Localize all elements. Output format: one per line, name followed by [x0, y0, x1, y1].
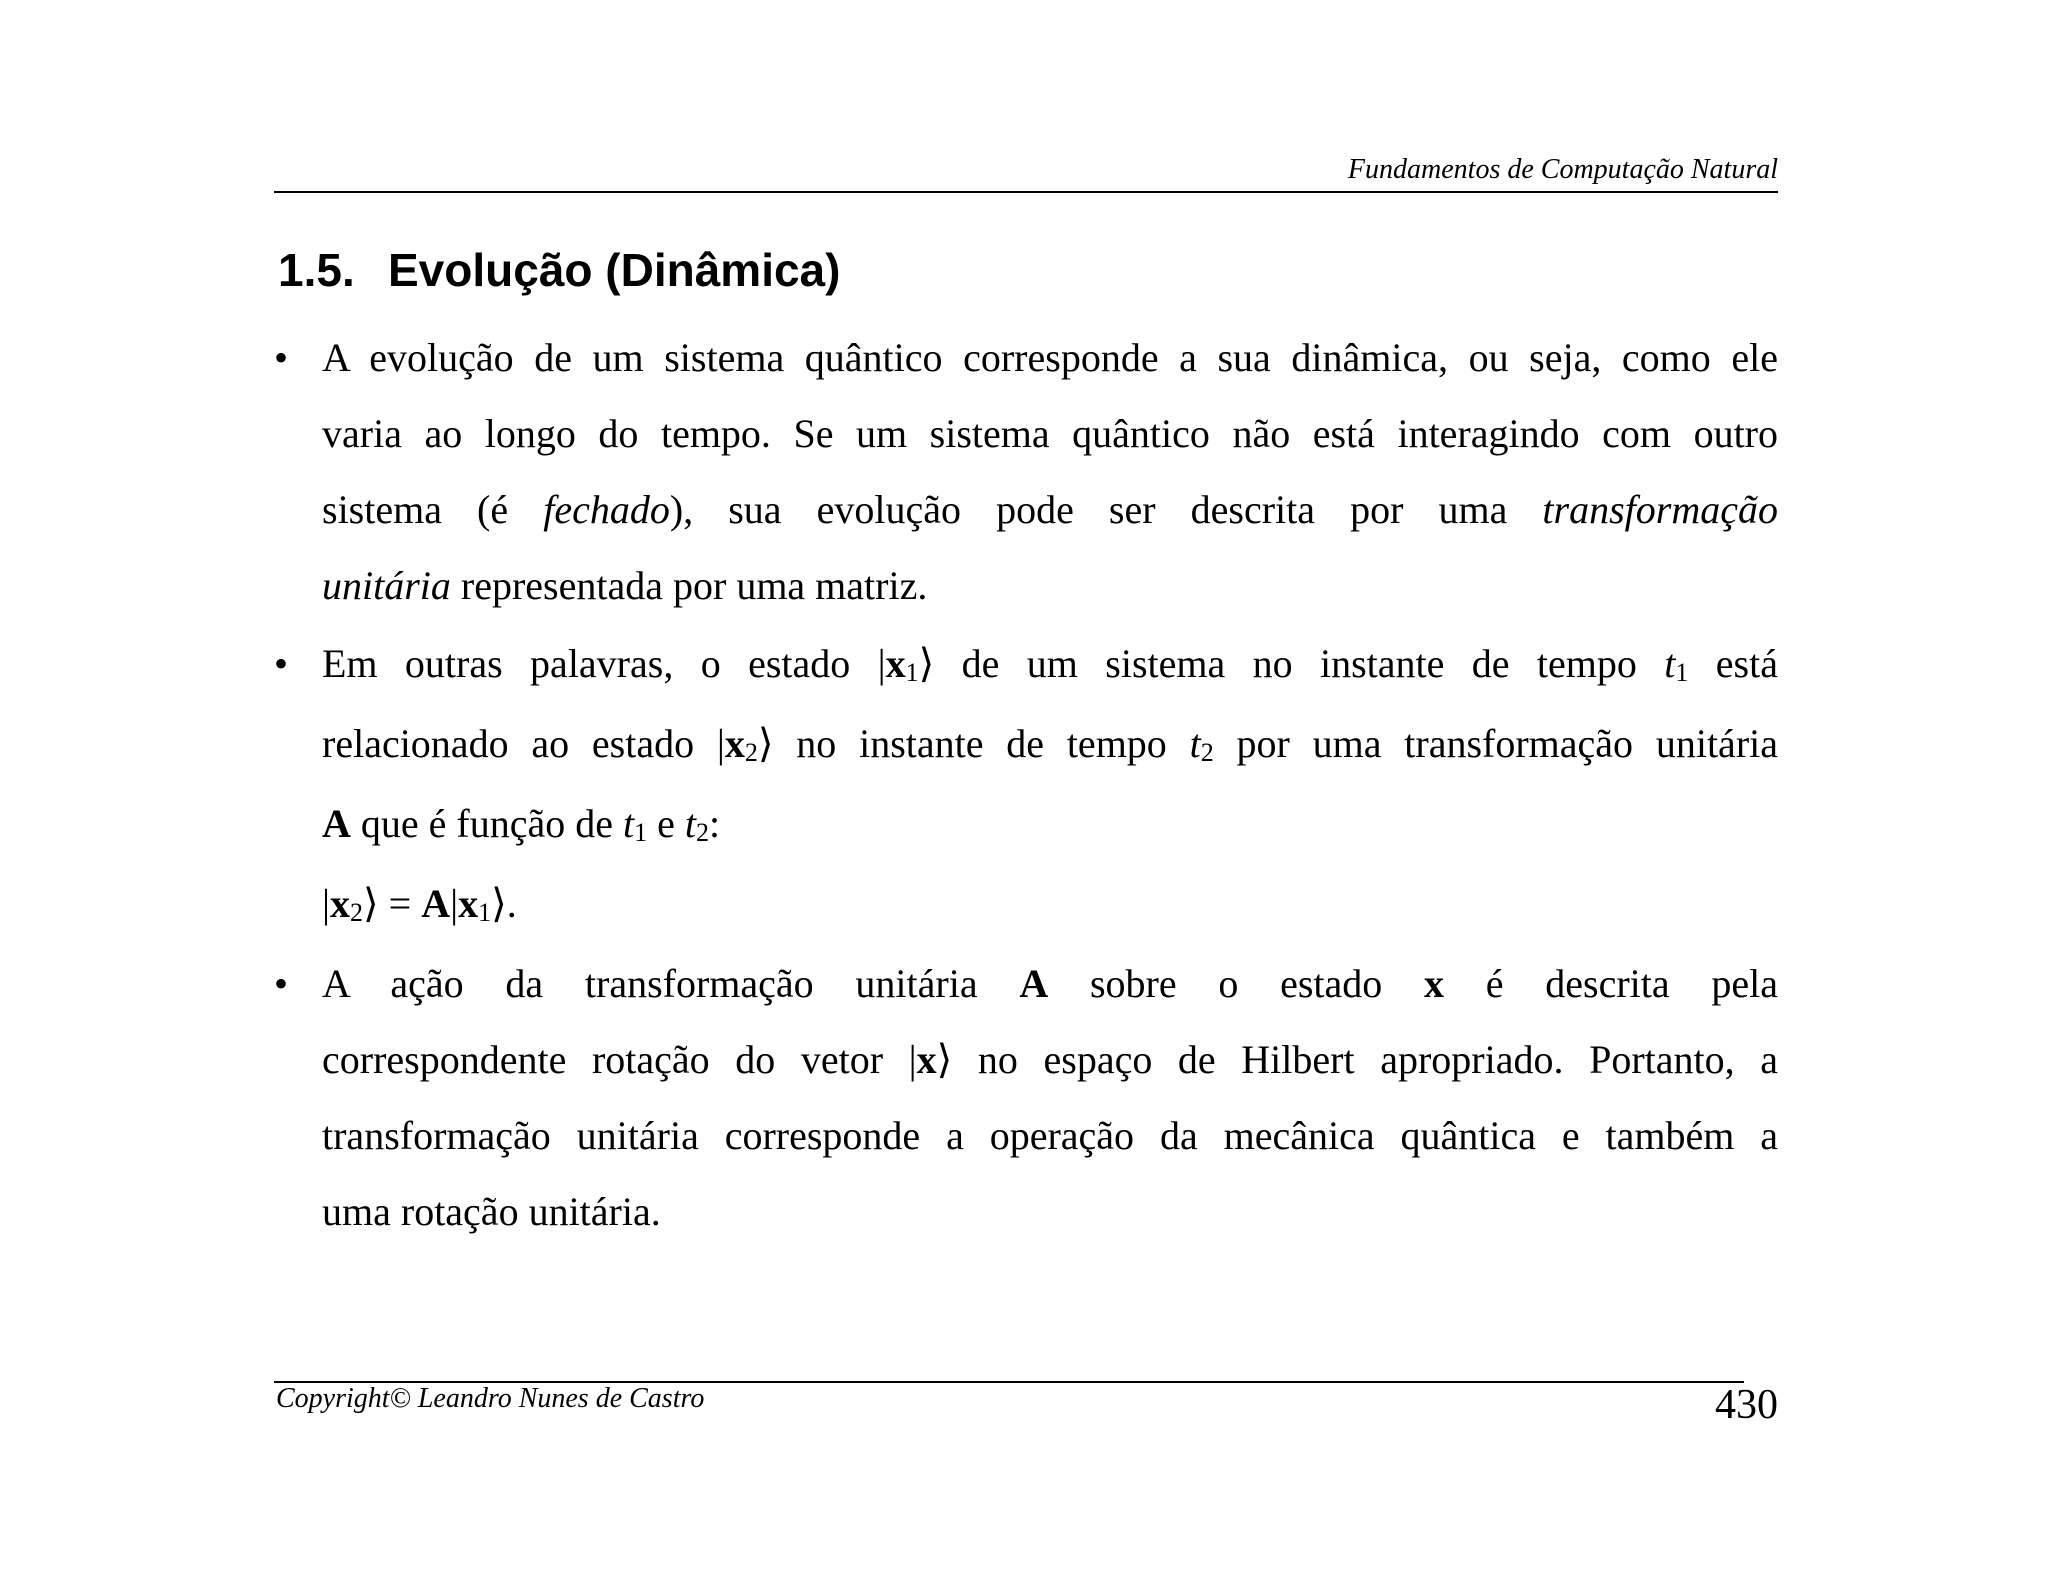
equation-line: $|x_2⟩$ = $A|x_1⟩$.: [322, 881, 517, 927]
paragraph-1: [322, 330, 1778, 634]
bullet-item-1: [274, 330, 1778, 630]
paragraph-line: A ação da transformação unitária A sobre o estado x é descrita pela: [322, 961, 1779, 1006]
bullet-marker: •: [274, 335, 289, 380]
paragraph-line: unitária representada por uma matriz.: [322, 563, 928, 608]
section-number: 1.5.: [278, 244, 355, 296]
paragraph-line: Em outras palavras, o estado $|x_1⟩$ de um sistema no instante de tempo $t_1$ está: [322, 641, 1778, 687]
header-rule: [274, 191, 1778, 193]
paragraph-line: A que é função de $t_1$ e $t_2$:: [322, 801, 721, 847]
paragraph-line: relacionado ao estado $|x_2⟩$ no instante de tempo $t_2$ por uma transformação unitária: [322, 721, 1778, 767]
paragraph-2: [322, 636, 1778, 956]
page-number: 430: [1715, 1382, 1778, 1428]
paragraph-3: [322, 956, 1778, 1260]
bullet-marker: •: [274, 961, 289, 1006]
section-heading: [278, 242, 840, 298]
paragraph-line: uma rotação unitária.: [322, 1189, 661, 1234]
paragraph-line: transformação unitária corresponde a operação da mecânica quântica e também a: [322, 1113, 1778, 1158]
footer-copyright: Copyright© Leandro Nunes de Castro: [276, 1383, 705, 1414]
bullet-marker: •: [274, 641, 289, 686]
paragraph-line: correspondente rotação do vetor |x⟩ no espaço de Hilbert apropriado. Portanto, a: [322, 1037, 1778, 1082]
paragraph-line: A evolução de um sistema quântico corresponde a sua dinâmica, ou seja, como ele: [322, 335, 1778, 380]
paragraph-line: varia ao longo do tempo. Se um sistema quântico não está interagindo com outro: [322, 411, 1778, 456]
bullet-item-2: [274, 636, 1778, 956]
running-header: Fundamentos de Computação Natural: [1347, 154, 1778, 185]
paragraph-line: sistema (é fechado), sua evolução pode ser descrita por uma transformação: [322, 487, 1778, 532]
bullet-item-3: [274, 956, 1778, 1266]
section-title: Evolução (Dinâmica): [388, 244, 841, 296]
